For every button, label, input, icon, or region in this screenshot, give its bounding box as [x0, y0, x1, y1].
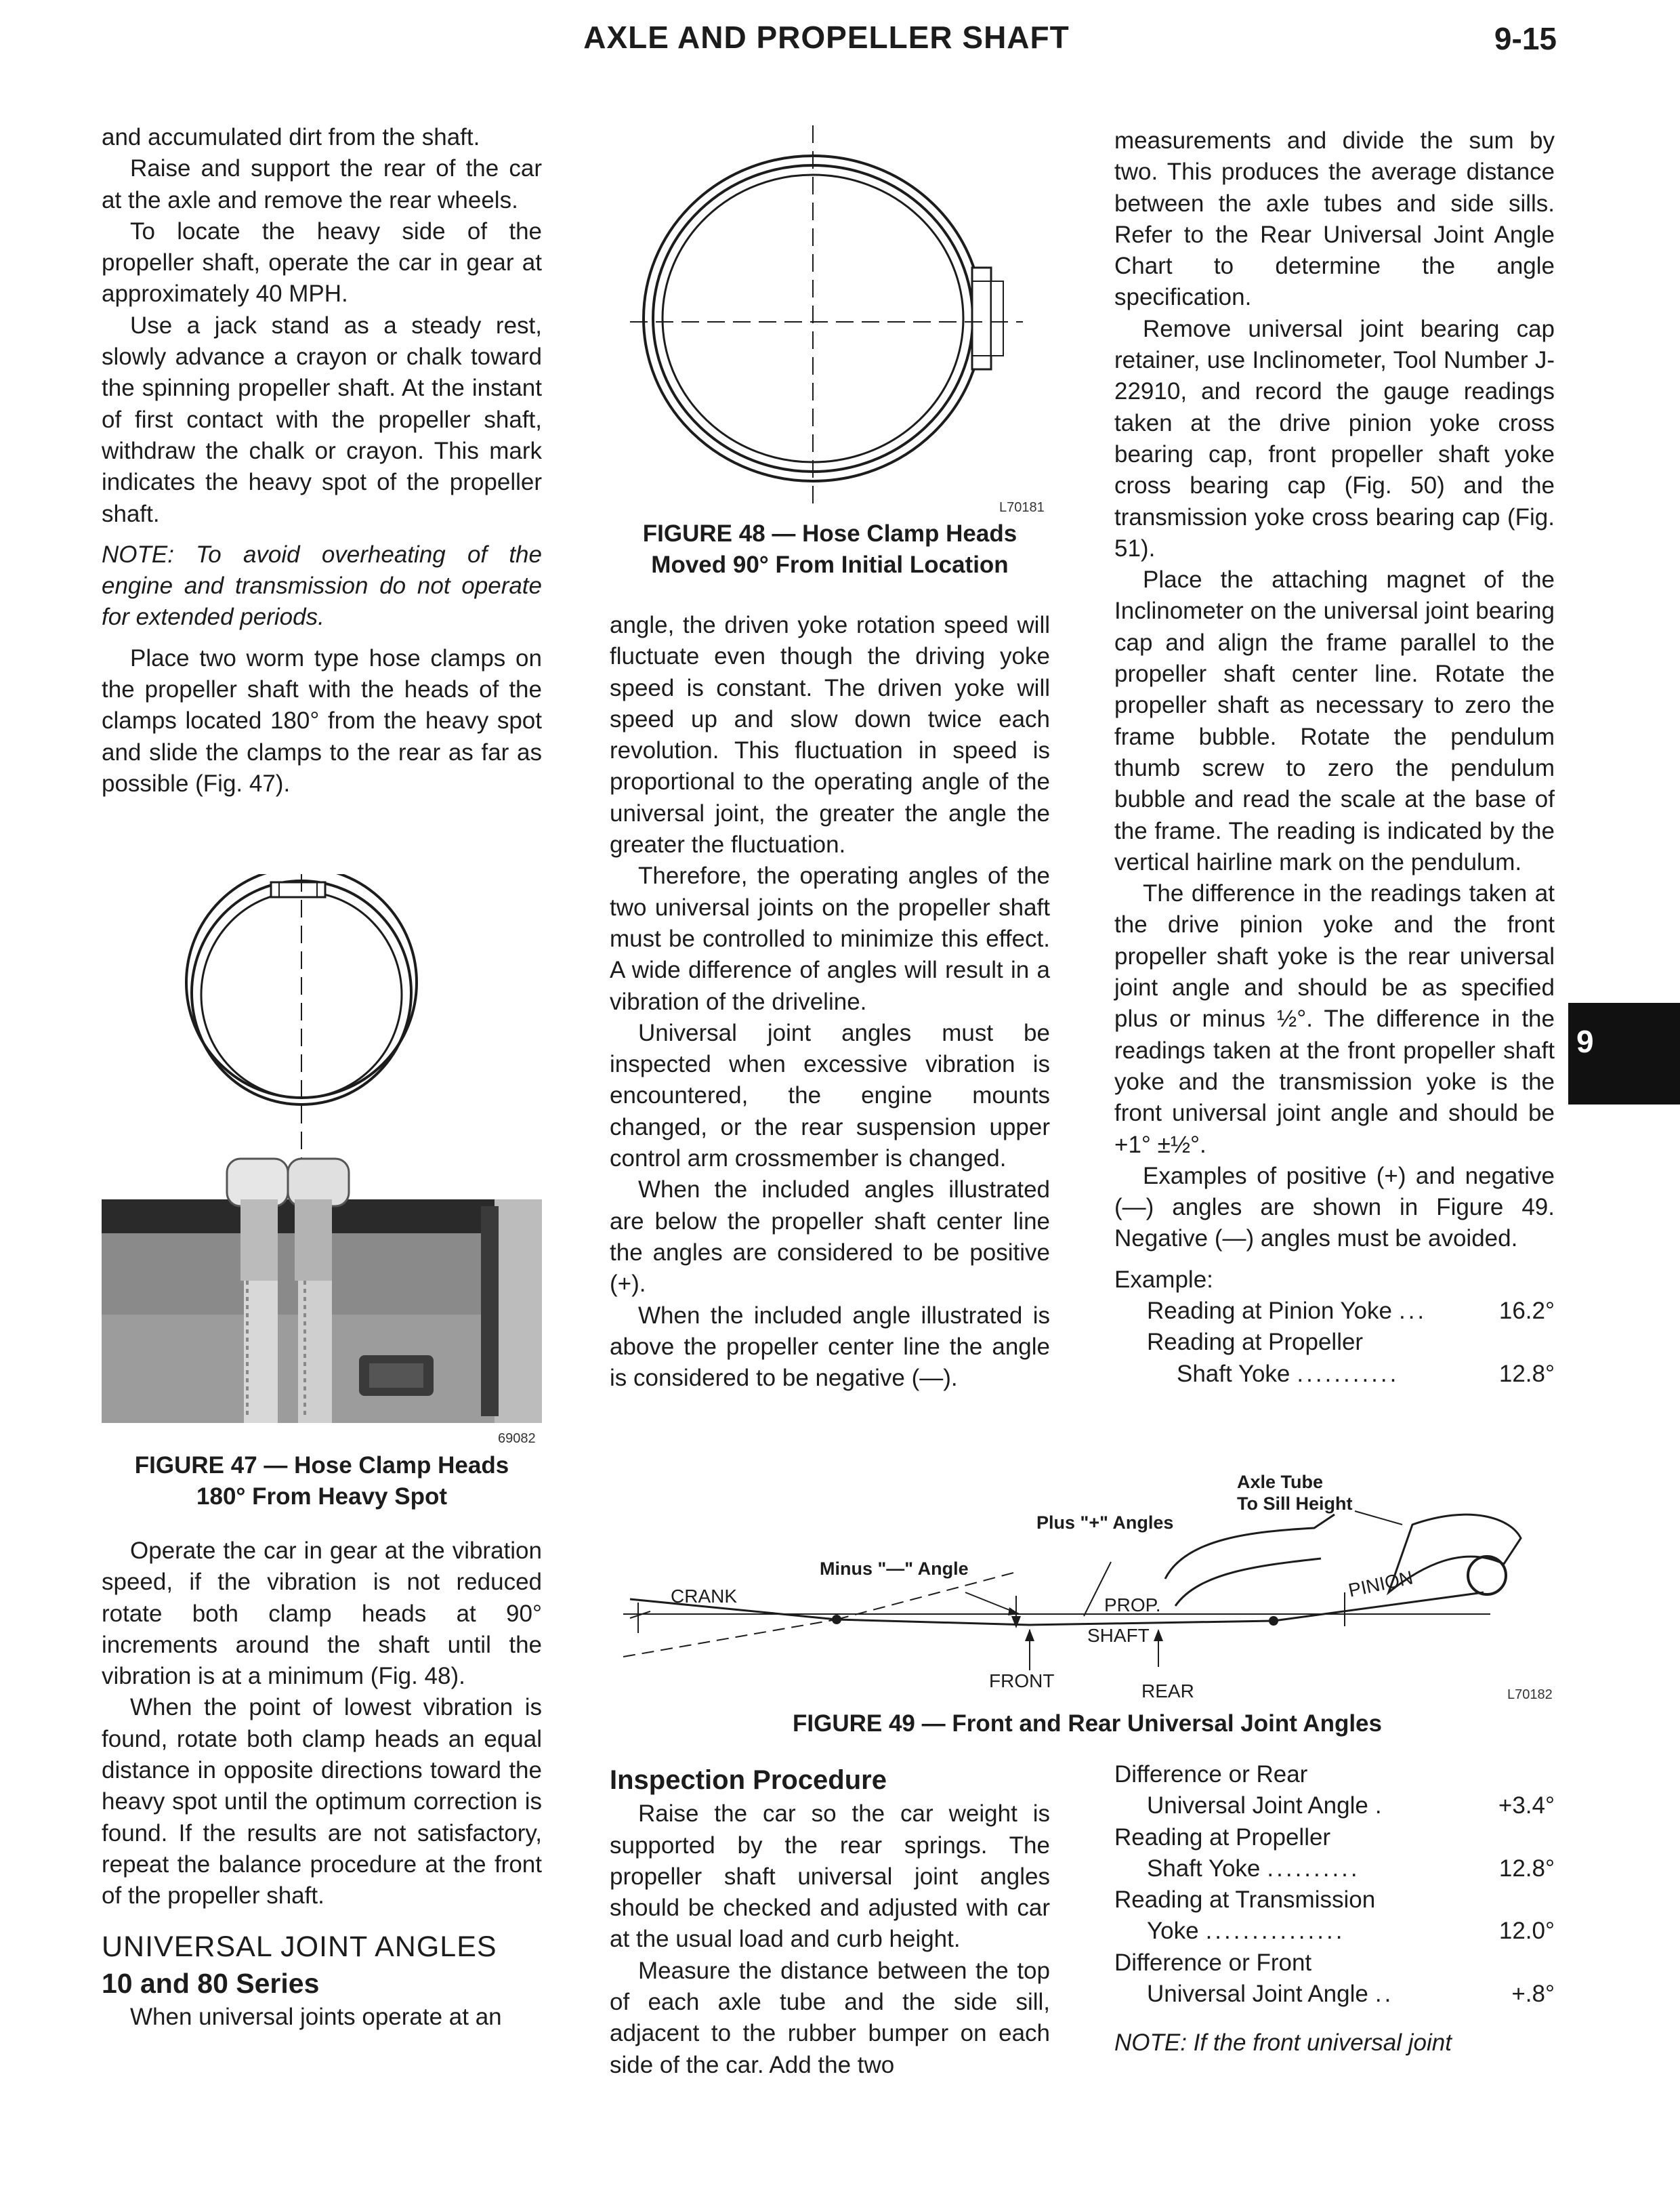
figure-47-illustration — [102, 874, 542, 1450]
paragraph: Universal joint angles must be inspected when excessive vibration is encountered, the engine mounts changed, or the rear suspension upper control arm crossmember is changed. — [610, 1019, 1050, 1172]
figure-47-caption — [102, 1450, 542, 1512]
caption-line: FIGURE 48 — Hose Clamp Heads — [642, 520, 1017, 547]
example-row-dots: . — [1374, 1792, 1385, 1819]
page-number: 9-15 — [1494, 21, 1557, 56]
example-row-dots: ............... — [1205, 1918, 1345, 1945]
subsection-heading: 10 and 80 Series — [102, 1967, 320, 1999]
example-row — [1114, 1359, 1555, 1390]
paragraph: Place two worm type hose clamps on the propeller shaft with the heads of the clamps located 180° from the heavy spot and slide the clamps to the rear as far as possible (Fig. 47). — [102, 644, 542, 797]
figure-49-code: L70182 — [1507, 1687, 1553, 1702]
example-row-label: Reading at Propeller — [1147, 1329, 1364, 1356]
label-minus-angle: Minus "—" Angle — [820, 1559, 969, 1579]
paragraph: Remove universal joint bearing cap retainer, use Inclinometer, Tool Number J-22910, and record the gauge readings taken at the drive pinion yoke cross bearing cap, front propeller shaft yoke cross bearing cap (Fig. 50) and the transmission yoke cross bearing cap (Fig. 51). — [1114, 315, 1555, 562]
column-2-bottom — [610, 1760, 1050, 2081]
caption-line: Moved 90° From Initial Location — [651, 552, 1009, 578]
shaft-photo — [102, 1159, 542, 1423]
paragraph: and accumulated dirt from the shaft. — [102, 124, 480, 150]
example-row — [1114, 1296, 1555, 1327]
paragraph: The difference in the readings taken at the drive pinion yoke and the front propeller shaft yoke is the rear universal joint angle and should be as specified plus or minus ½°. The difference in the readings taken at the front propeller shaft yoke and the transmission yoke is the front universal joint angle and should be +1° ±½°. — [1114, 880, 1555, 1158]
figure-49-diagram — [610, 1464, 1565, 1714]
example-row — [1114, 1979, 1555, 2010]
example-block — [1114, 1264, 1555, 1390]
paragraph: When universal joints operate at an — [130, 2004, 502, 2031]
figure-49-caption: FIGURE 49 — Front and Rear Universal Joint Angles — [793, 1710, 1382, 1737]
example-row-label: Universal Joint Angle — [1147, 1981, 1368, 2008]
example-row-label: Universal Joint Angle — [1147, 1792, 1368, 1819]
section-tab — [1568, 1003, 1680, 1105]
paragraph: Therefore, the operating angles of the two universal joints on the propeller shaft must be controlled to minimize this effect. A wide difference of angles will result in a vibration of the driveline. — [610, 863, 1050, 1015]
label-prop: PROP. — [1104, 1594, 1161, 1615]
example-row-value: +3.4° — [1498, 1792, 1555, 1819]
example-row-label: Reading at Propeller — [1114, 1823, 1331, 1851]
example-row-value: 12.0° — [1498, 1918, 1555, 1945]
paragraph: measurements and divide the sum by two. This produces the average distance between the axle tubes and side sills. Refer to the Rear Universal Joint Angle Chart to determine the angle specification. — [1114, 127, 1555, 311]
paragraph: Place the attaching magnet of the Inclinometer on the universal joint bearing cap and align the frame parallel to the propeller shaft center line. Rotate the propeller shaft as necessary to zero the frame bubble. Rotate the pendulum thumb screw to zero the pendulum bubble and read the scale at the base of the frame. The reading is indicated by the vertical hairline mark on the pendulum. — [1114, 566, 1555, 875]
example-row — [1114, 1853, 1555, 1884]
paragraph: When the included angles illustrated are below the propeller shaft center line the angles are considered to be positive (+). — [610, 1176, 1050, 1298]
label-shaft: SHAFT — [1087, 1625, 1150, 1646]
example-row-value: 16.2° — [1498, 1297, 1555, 1324]
page-header-title: AXLE AND PROPELLER SHAFT — [583, 20, 1070, 55]
figure-47-code: 69082 — [498, 1431, 536, 1446]
example-row-label: Shaft Yoke — [1147, 1855, 1261, 1882]
example-row-label: Reading at Transmission — [1114, 1886, 1376, 1914]
example-row-dots: .. — [1374, 1981, 1394, 2008]
note-text: NOTE: If the front universal joint — [1114, 2029, 1452, 2057]
figure-48-illustration — [610, 125, 1057, 505]
section-heading: UNIVERSAL JOINT ANGLES — [102, 1930, 497, 1963]
example-label: Example: — [1114, 1266, 1213, 1293]
column-3-bottom — [1114, 1759, 1555, 2069]
caption-line: FIGURE 47 — Hose Clamp Heads — [134, 1452, 509, 1479]
figure-48-code: L70181 — [999, 500, 1045, 515]
label-front: FRONT — [989, 1670, 1055, 1691]
column-2-top — [610, 610, 1050, 1394]
label-to-sill-height: To Sill Height — [1237, 1493, 1353, 1514]
label-pinion: PINION — [1346, 1567, 1415, 1601]
example-row-label: Shaft Yoke — [1177, 1360, 1290, 1387]
example-row — [1114, 1916, 1555, 1947]
label-plus-angles: Plus "+" Angles — [1036, 1512, 1174, 1533]
paragraph: Raise and support the rear of the car at the axle and remove the rear wheels. — [102, 155, 542, 213]
example-row-label: Yoke — [1147, 1918, 1199, 1945]
example-row-label: Difference or Front — [1114, 1949, 1312, 1976]
label-axle-tube: Axle Tube — [1237, 1472, 1324, 1492]
paragraph: angle, the driven yoke rotation speed will fluctuate even though the driving yoke speed is constant. The driven yoke will speed up and slow down twice each revolution. This fluctuation in speed is proportional to the operating angle of the universal joint, the greater the angle the greater the fluctuation. — [610, 612, 1050, 859]
example-row-dots: ........... — [1297, 1360, 1400, 1387]
example-row-value: +.8° — [1511, 1981, 1555, 2008]
paragraph: When the included angle illustrated is above the propeller center line the angle is considered to be negative (—). — [610, 1302, 1050, 1392]
example-row-dots: ... — [1398, 1297, 1427, 1324]
section-tab-label: 9 — [1576, 1024, 1594, 1059]
example-row-dots: .......... — [1267, 1855, 1360, 1882]
figure-48-caption — [610, 518, 1050, 581]
paragraph: Operate the car in gear at the vibration speed, if the vibration is not reduced rotate both clamp heads at 90° increments around the shaft until the vibration is at a minimum (Fig. 48). — [102, 1537, 542, 1690]
example-row-label: Difference or Rear — [1114, 1761, 1308, 1788]
note-text: NOTE: To avoid overheating of the engine and transmission do not operate for extended periods. — [102, 541, 542, 631]
paragraph: Raise the car so the car weight is supported by the rear springs. The propeller shaft universal joint angles should be checked and adjusted with car at the usual load and curb height. — [610, 1800, 1050, 1953]
example-row — [1114, 1790, 1555, 1821]
column-1-top — [102, 122, 542, 800]
paragraph: Use a jack stand as a steady rest, slowly advance a crayon or chalk toward the spinning propeller shaft. At the instant of first contact with the propeller shaft, withdraw the chalk or crayon. This mark indicates the heavy spot of the propeller shaft. — [102, 312, 542, 527]
example-row-label: Reading at Pinion Yoke — [1147, 1297, 1392, 1324]
label-rear: REAR — [1141, 1680, 1194, 1701]
example-row-value: 12.8° — [1498, 1855, 1555, 1882]
paragraph: When the point of lowest vibration is found, rotate both clamp heads an equal distance in opposite directions toward the heavy spot until the optimum correction is found. If the results are not satisfactory, repeat the balance procedure at the front of the propeller shaft. — [102, 1694, 542, 1910]
column-1-bottom — [102, 1535, 542, 2033]
paragraph: To locate the heavy side of the propeller shaft, operate the car in gear at approximately 40 MPH. — [102, 218, 542, 308]
section-heading: Inspection Procedure — [610, 1765, 887, 1795]
paragraph: Examples of positive (+) and negative (—) angles are shown in Figure 49. Negative (—) angles must be avoided. — [1114, 1162, 1555, 1252]
example-row-value: 12.8° — [1498, 1360, 1555, 1387]
label-crank: CRANK — [671, 1586, 738, 1607]
paragraph: Measure the distance between the top of each axle tube and the side sill, adjacent to the rubber bumper on each side of the car. Add the two — [610, 1957, 1050, 2078]
column-3-top — [1114, 125, 1555, 1390]
caption-line: 180° From Heavy Spot — [196, 1483, 447, 1510]
